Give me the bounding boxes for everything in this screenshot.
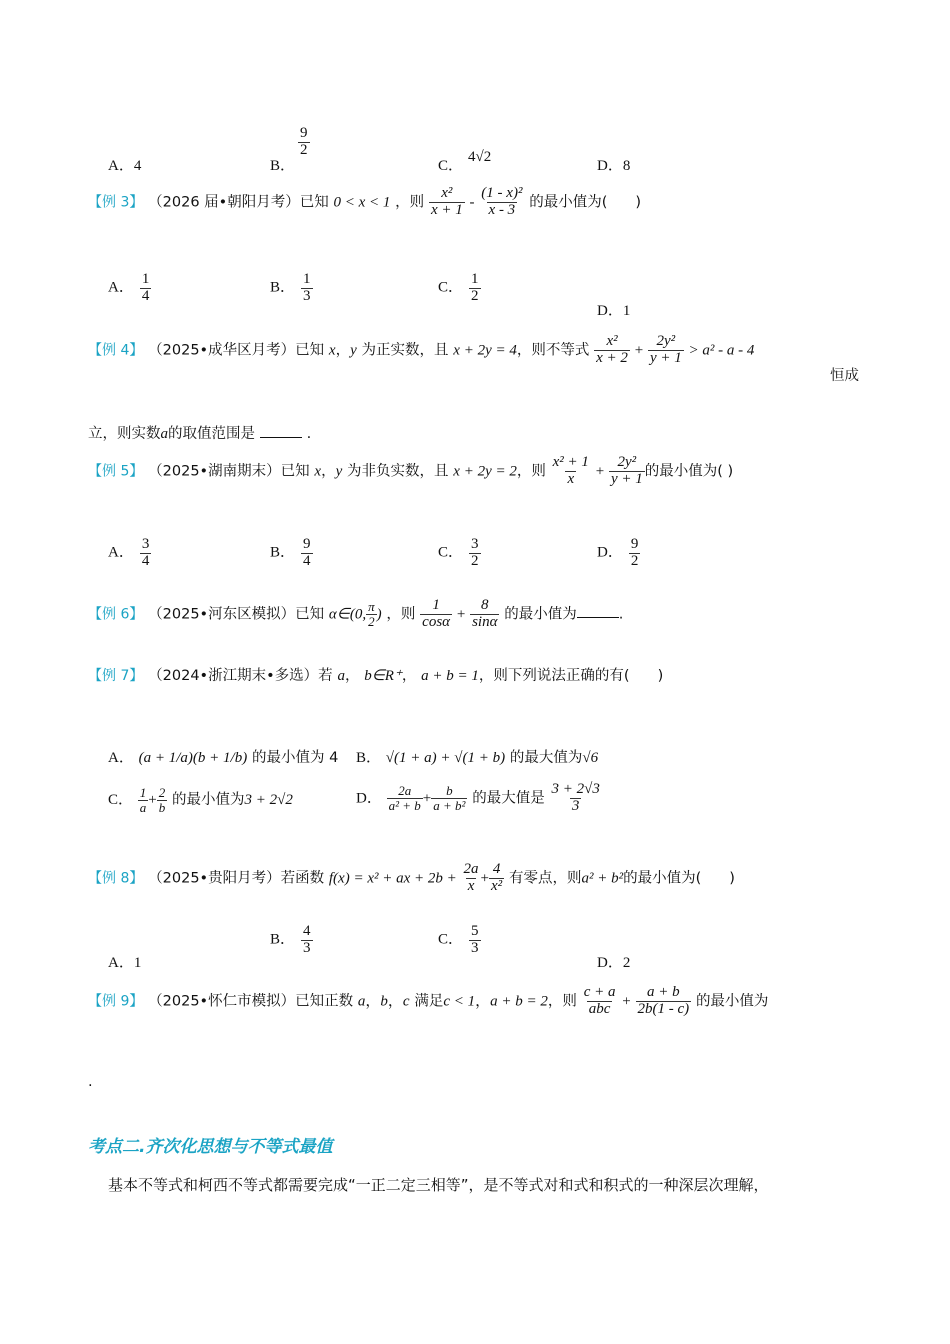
answer-blank[interactable] bbox=[577, 603, 619, 618]
option-b-label: B． bbox=[270, 158, 296, 174]
example-tag: 【例 9】 bbox=[88, 993, 144, 1010]
example-5: 【例 5】 （2025•湖南期末）已知 x，y 为非负实数，且 x + 2y = 2，则 $\frac{\text{x² + 1}}{x}$ + $\frac{\text{2y²}}{y + 1}$ 的最小值为( ) bbox=[88, 454, 734, 487]
example-3 bbox=[88, 186, 641, 219]
ex7-option-b: B． √(1 + a) + √(1 + b) 的最大值为√6 bbox=[356, 750, 599, 766]
ex3-option-b: B． $\frac{1}{3}$ bbox=[270, 271, 311, 304]
condition: α∈(0, bbox=[328, 606, 367, 623]
minus-sign: - bbox=[469, 194, 475, 211]
ex5-option-d: D． $\frac{9}{2}$ bbox=[597, 536, 639, 569]
example-source: （2025•成华区月考）已知 bbox=[148, 342, 325, 359]
fraction-1: $\frac{1}{\cos\alpha}$ bbox=[422, 597, 451, 630]
condition: x + 2y = 2 bbox=[453, 463, 517, 480]
fraction-2: $\frac{a + b}{2b(1 - c)}$ bbox=[637, 984, 690, 1017]
example-source: （2025•河东区模拟）已知 bbox=[148, 606, 325, 623]
ex7-option-d: D． $\frac{2a}{\text{a² + b}}$ + $\frac{b}{\text{a + b²}}$ 的最大值是 $\frac{3 + 2√3}{3}$ bbox=[356, 781, 600, 814]
example-tag: 【例 3】 bbox=[88, 194, 144, 211]
section-heading: 考点二.齐次化思想与不等式最值 bbox=[88, 1137, 333, 1157]
example-tag: 【例 7】 bbox=[88, 668, 144, 684]
ex5-option-a: A． $\frac{3}{4}$ bbox=[108, 536, 150, 569]
ex8-option-a: A．1 bbox=[108, 955, 142, 971]
example-tag: 【例 6】 bbox=[88, 606, 144, 623]
option-b-fraction: $\frac{9}{2}$ bbox=[300, 125, 308, 158]
condition: 0 < x < 1 bbox=[333, 194, 391, 211]
paren-close: ) bbox=[635, 194, 642, 211]
example-tag: 【例 4】 bbox=[88, 342, 144, 359]
function-expression: f(x) = x² + ax + 2b + bbox=[328, 870, 457, 887]
ex7-option-a: A． (a + 1/a)(b + 1/b) 的最小值为 4 bbox=[108, 750, 339, 766]
pi-over-2: $\frac{\pi}{2}$ bbox=[368, 599, 375, 629]
fraction-2: $\frac{\text{2y²}}{y + 1}$ bbox=[610, 454, 643, 487]
section-paragraph: 基本不等式和柯西不等式都需要完成“一正二定三相等”，是不等式对和式和积式的一种深层次理解， bbox=[108, 1176, 769, 1194]
fraction-2: $\frac{\text{2y²}}{y + 1}$ bbox=[649, 333, 682, 366]
question-tail: 的最小值为( bbox=[529, 194, 608, 211]
option-a: A．4 bbox=[108, 158, 142, 174]
ex3-option-d: D．1 bbox=[597, 303, 631, 319]
example-source: （2026 届•朝阳月考）已知 bbox=[148, 194, 329, 211]
ex3-option-c: C． $\frac{1}{2}$ bbox=[438, 271, 479, 304]
example-6: 【例 6】 （2025•河东区模拟）已知 α∈(0, $\frac{\pi}{2}$ ) ，则 $\frac{1}{\cos\alpha}$ + $\frac{8}{\sin\alpha}$ 的最小值为 . bbox=[88, 597, 624, 630]
ex5-option-b: B． $\frac{9}{4}$ bbox=[270, 536, 311, 569]
inequality-rhs: > a² - a - 4 bbox=[688, 342, 755, 359]
example-tag: 【例 8】 bbox=[88, 870, 144, 887]
ex8-option-d: D．2 bbox=[597, 955, 631, 971]
example-4: 【例 4】 （2025•成华区月考）已知 x，y 为正实数，且 x + 2y = 4，则不等式 $\frac{\text{x²}}{x + 2}$ + $\frac{\text{2y²}}{y + 1}$ > a² - a - 4 bbox=[88, 333, 755, 366]
ex4-wrap-text: 恒成 bbox=[830, 368, 859, 384]
var-y: y bbox=[350, 342, 357, 359]
ex5-option-c: C． $\frac{3}{2}$ bbox=[438, 536, 479, 569]
answer-blank[interactable] bbox=[260, 423, 302, 438]
example-8: 【例 8】 （2025•贵阳月考）若函数 f(x) = x² + ax + 2b + $\frac{2a}{x}$ + $\frac{4}{\text{x²}}$ 有零点，则a² + b²的最小值为( ) bbox=[88, 861, 735, 894]
option-a: A． bbox=[108, 279, 134, 296]
fraction-2: $\frac{\text{(1 - x)²}}{x - 3}$ bbox=[481, 185, 523, 218]
option-a-math: (a + 1/a)(b + 1/b) bbox=[138, 750, 248, 766]
condition-2: a + b = 1 bbox=[421, 668, 479, 684]
example-source: （2025•湖南期末）已知 bbox=[148, 463, 310, 480]
option-c-label: C． bbox=[438, 158, 464, 174]
ex7-option-c: C． $\frac{1}{a}$ + $\frac{2}{b}$ 的最小值为3 + 2√2 bbox=[108, 785, 293, 815]
fraction-1: $\frac{\text{x²}}{x + 2}$ bbox=[596, 333, 628, 366]
fraction-2: $\frac{8}{\sin\alpha}$ bbox=[472, 597, 498, 630]
example-7: 【例 7】 （2024•浙江期末•多选）若 a， b∈R⁺， a + b = 1，则下列说法正确的有( ) bbox=[88, 668, 664, 684]
condition-1: b∈R⁺ bbox=[364, 668, 402, 684]
ex4-line2: 立，则实数a的取值范围是 . bbox=[88, 422, 311, 443]
option-b-math: √(1 + a) + √(1 + b) bbox=[385, 750, 506, 766]
var-a: a bbox=[160, 426, 168, 442]
condition: x + 2y = 4 bbox=[453, 342, 517, 359]
example-source: （2025•贵阳月考）若函数 bbox=[148, 870, 325, 887]
ex8-option-b: B． $\frac{4}{3}$ bbox=[270, 923, 311, 956]
fraction-1: $\frac{\text{x² + 1}}{x}$ bbox=[552, 454, 589, 487]
connector-text: ，则 bbox=[395, 194, 425, 211]
example-source: （2024•浙江期末•多选）若 bbox=[148, 668, 333, 684]
fraction-1: $\frac{c + a}{\text{abc}}$ bbox=[583, 984, 616, 1017]
example-9: 【例 9】 （2025•怀仁市模拟）已知正数 a，b，c 满足c < 1，a + b = 2，则 $\frac{c + a}{\text{abc}}$ + $\frac{a + b}{2b(1 - c)}$ 的最小值为 bbox=[88, 984, 769, 1017]
var-x: x bbox=[328, 342, 336, 359]
ex3-options: A． $\frac{1}{4}$ bbox=[108, 271, 150, 304]
ex8-option-c: C． $\frac{5}{3}$ bbox=[438, 923, 479, 956]
example-tag: 【例 5】 bbox=[88, 463, 144, 480]
option-c-math: 4√2 bbox=[468, 149, 492, 165]
example-source: （2025•怀仁市模拟）已知正数 bbox=[148, 993, 354, 1010]
fraction-1: $\frac{\text{x²}}{x + 1}$ bbox=[430, 185, 463, 218]
ex9-end: . bbox=[88, 1074, 93, 1090]
option-d: D．8 bbox=[597, 158, 631, 174]
